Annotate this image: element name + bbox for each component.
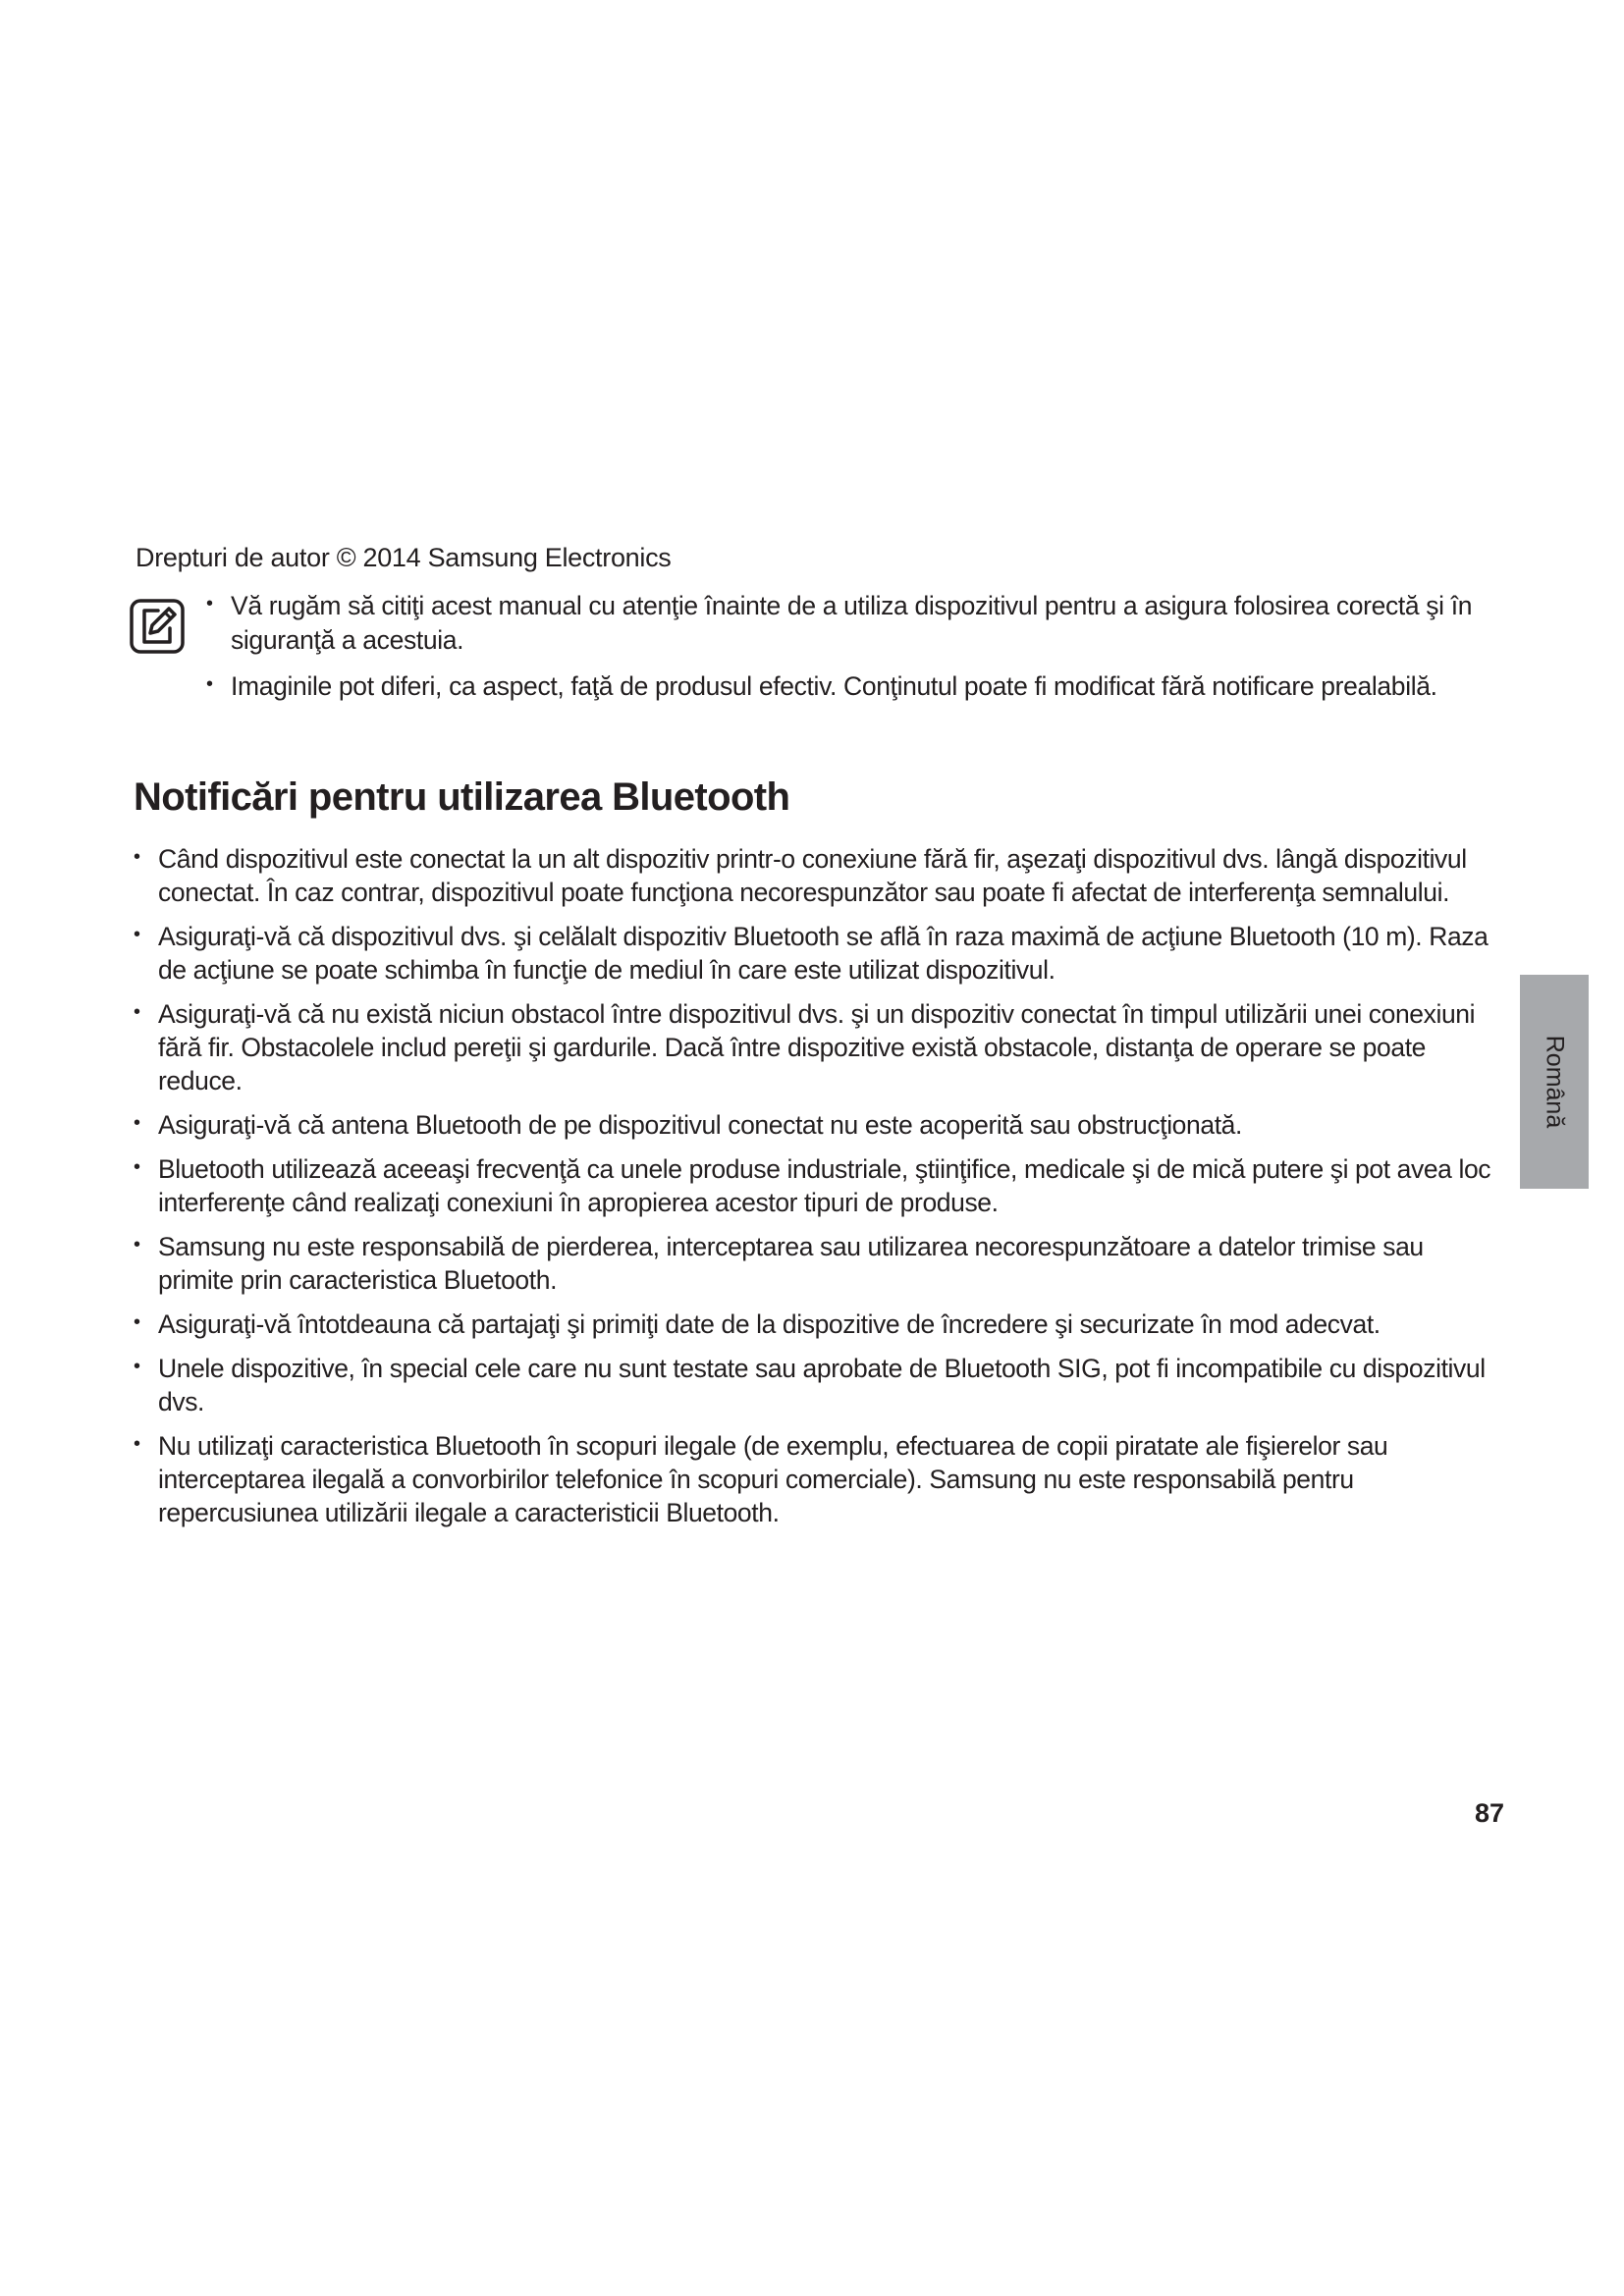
note-item: • Vă rugăm să citiţi acest manual cu atenţie înainte de a utiliza dispozitivul pentru a asigura folosirea corectă şi în siguranţă a acestuia. — [206, 589, 1492, 658]
page-number: 87 — [1474, 1798, 1504, 1828]
list-item: • Asiguraţi-vă întotdeauna că partajaţi şi primiţi date de la dispozitive de încredere şi securizate în mod adecvat. — [134, 1308, 1503, 1341]
section-title: Notificări pentru utilizarea Bluetooth — [134, 775, 790, 819]
list-item: • Unele dispozitive, în special cele care nu sunt testate sau aprobate de Bluetooth SIG, pot fi incompatibile cu dispozitivul dvs. — [134, 1352, 1503, 1418]
note-item: • Imaginile pot diferi, ca aspect, faţă de produsul efectiv. Conţinutul poate fi modificat fără notificare prealabilă. — [206, 669, 1492, 704]
list-item: • Asiguraţi-vă că nu există niciun obstacol între dispozitivul dvs. şi un dispozitiv conectat în timpul utilizării unei conexiuni fără fir. Obstacolele includ pereţii şi gardurile. Dacă între dispozitive există obstacole, distanţa de operare se poate reduce. — [134, 997, 1503, 1097]
copyright-line: Drepturi de autor © 2014 Samsung Electronics — [135, 543, 672, 572]
list-item: • Asiguraţi-vă că dispozitivul dvs. şi celălalt dispozitiv Bluetooth se află în raza maximă de acţiune Bluetooth (10 m). Raza de acţiune se poate schimba în funcţie de mediul în care este utilizat dispozitivul. — [134, 920, 1503, 987]
bluetooth-notice-list — [134, 842, 1503, 1540]
note-list — [206, 589, 1492, 716]
list-item: • Bluetooth utilizează aceeaşi frecvenţă ca unele produse industriale, ştiinţifice, medicale şi de mică putere şi pot avea loc interferenţe când realizaţi conexiuni în apropierea acestor tipuri de produse. — [134, 1152, 1503, 1219]
language-tab — [1520, 975, 1589, 1189]
list-item: • Samsung nu este responsabilă de pierderea, interceptarea sau utilizarea necorespunzătoare a datelor trimise sau primite prin caracteristica Bluetooth. — [134, 1230, 1503, 1297]
list-item: • Asiguraţi-vă că antena Bluetooth de pe dispozitivul conectat nu este acoperită sau obstrucţionată. — [134, 1108, 1503, 1142]
list-item: • Nu utilizaţi caracteristica Bluetooth în scopuri ilegale (de exemplu, efectuarea de copii piratate ale fişierelor sau interceptarea ilegală a convorbirilor telefonice în scopuri comerciale). Samsung nu este responsabilă pentru repercusiunea utilizării ilegale a caracteristicii Bluetooth. — [134, 1429, 1503, 1529]
list-item: • Când dispozitivul este conectat la un alt dispozitiv printr-o conexiune fără fir, aşezaţi dispozitivul dvs. lângă dispozitivul conectat. În caz contrar, dispozitivul poate funcţiona necorespunzător sau poate fi afectat de interferenţa semnalului. — [134, 842, 1503, 909]
language-tab-label: Română — [1541, 1035, 1569, 1129]
note-pencil-icon — [128, 597, 187, 656]
